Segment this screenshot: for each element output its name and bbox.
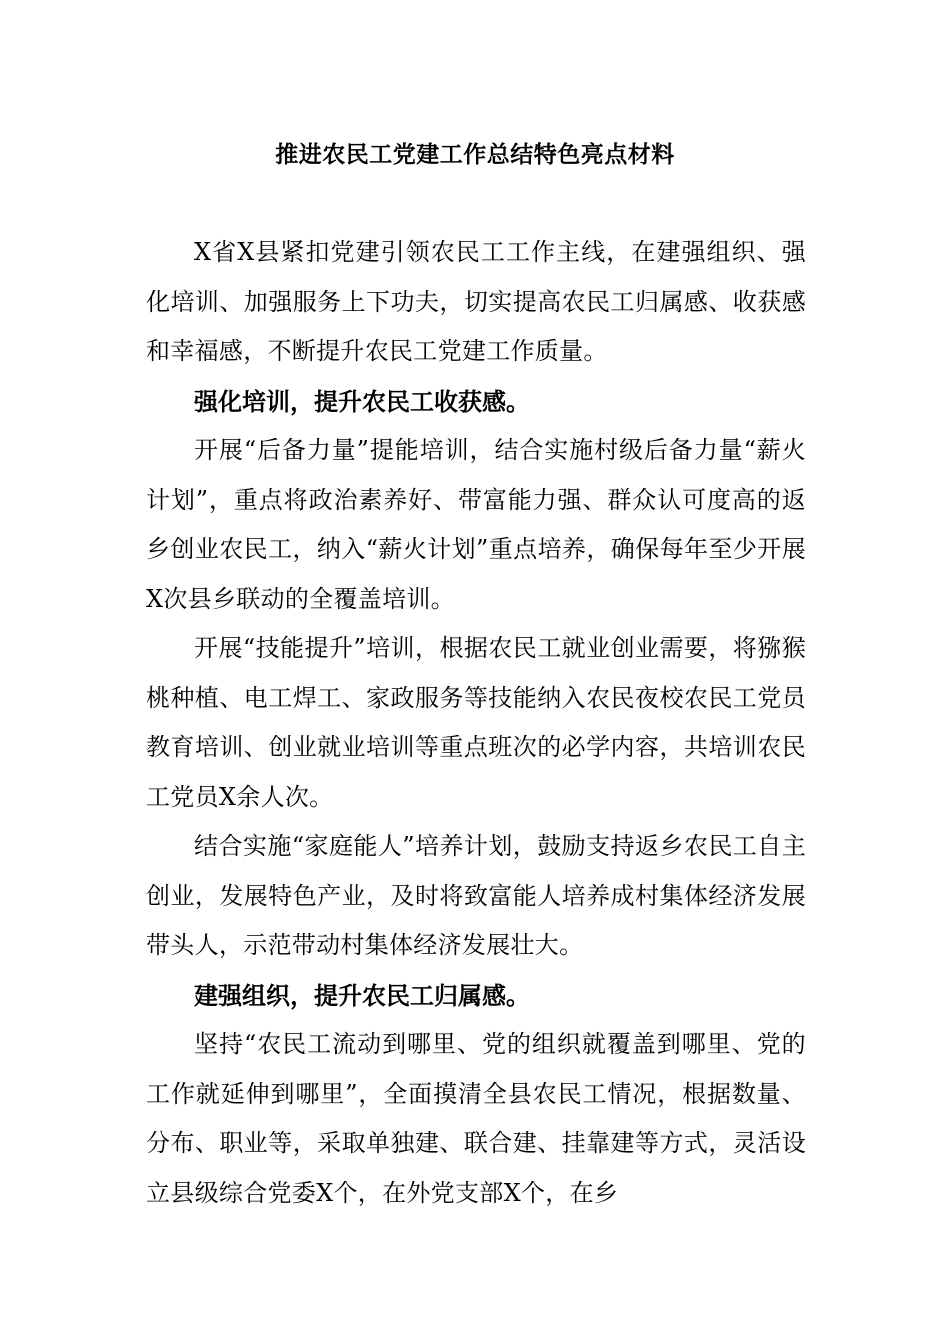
intro-paragraph: X省X县紧扣党建引领农民工工作主线，在建强组织、强化培训、加强服务上下功夫，切实提高农民工归属感、收获感和幸福感，不断提升农民工党建工作质量。 [146,238,806,365]
organization-paragraph: 坚持“农民工流动到哪里、党的组织就覆盖到哪里、党的工作就延伸到哪里”，全面摸清全县农民工情况，根据数量、分布、职业等，采取单独建、联合建、挂靠建等方式，灵活设立县级综合党委X个，在外党支部X个，在乡 [146,1030,806,1207]
document-title: 推进农民工党建工作总结特色亮点材料 [275,141,675,168]
training-paragraph-family: 结合实施“家庭能人”培养计划，鼓励支持返乡农民工自主创业，发展特色产业，及时将致富能人培养成村集体经济发展带头人，示范带动村集体经济发展壮大。 [146,832,806,959]
training-paragraph-reserve: 开展“后备力量”提能培训，结合实施村级后备力量“薪火计划”，重点将政治素养好、带富能力强、群众认可度高的返乡创业农民工，纳入“薪火计划”重点培养，确保每年至少开展X次县乡联动的全覆盖培训。 [146,436,806,613]
document-body [146,228,806,1218]
training-paragraph-skills: 开展“技能提升”培训，根据农民工就业创业需要，将猕猴桃种植、电工焊工、家政服务等技能纳入农民夜校农民工党员教育培训、创业就业培训等重点班次的必学内容，共培训农民工党员X余人次。 [146,634,806,811]
section-heading-training: 强化培训，提升农民工收获感。 [194,386,530,416]
section-heading-organization: 建强组织，提升农民工归属感。 [194,980,530,1010]
